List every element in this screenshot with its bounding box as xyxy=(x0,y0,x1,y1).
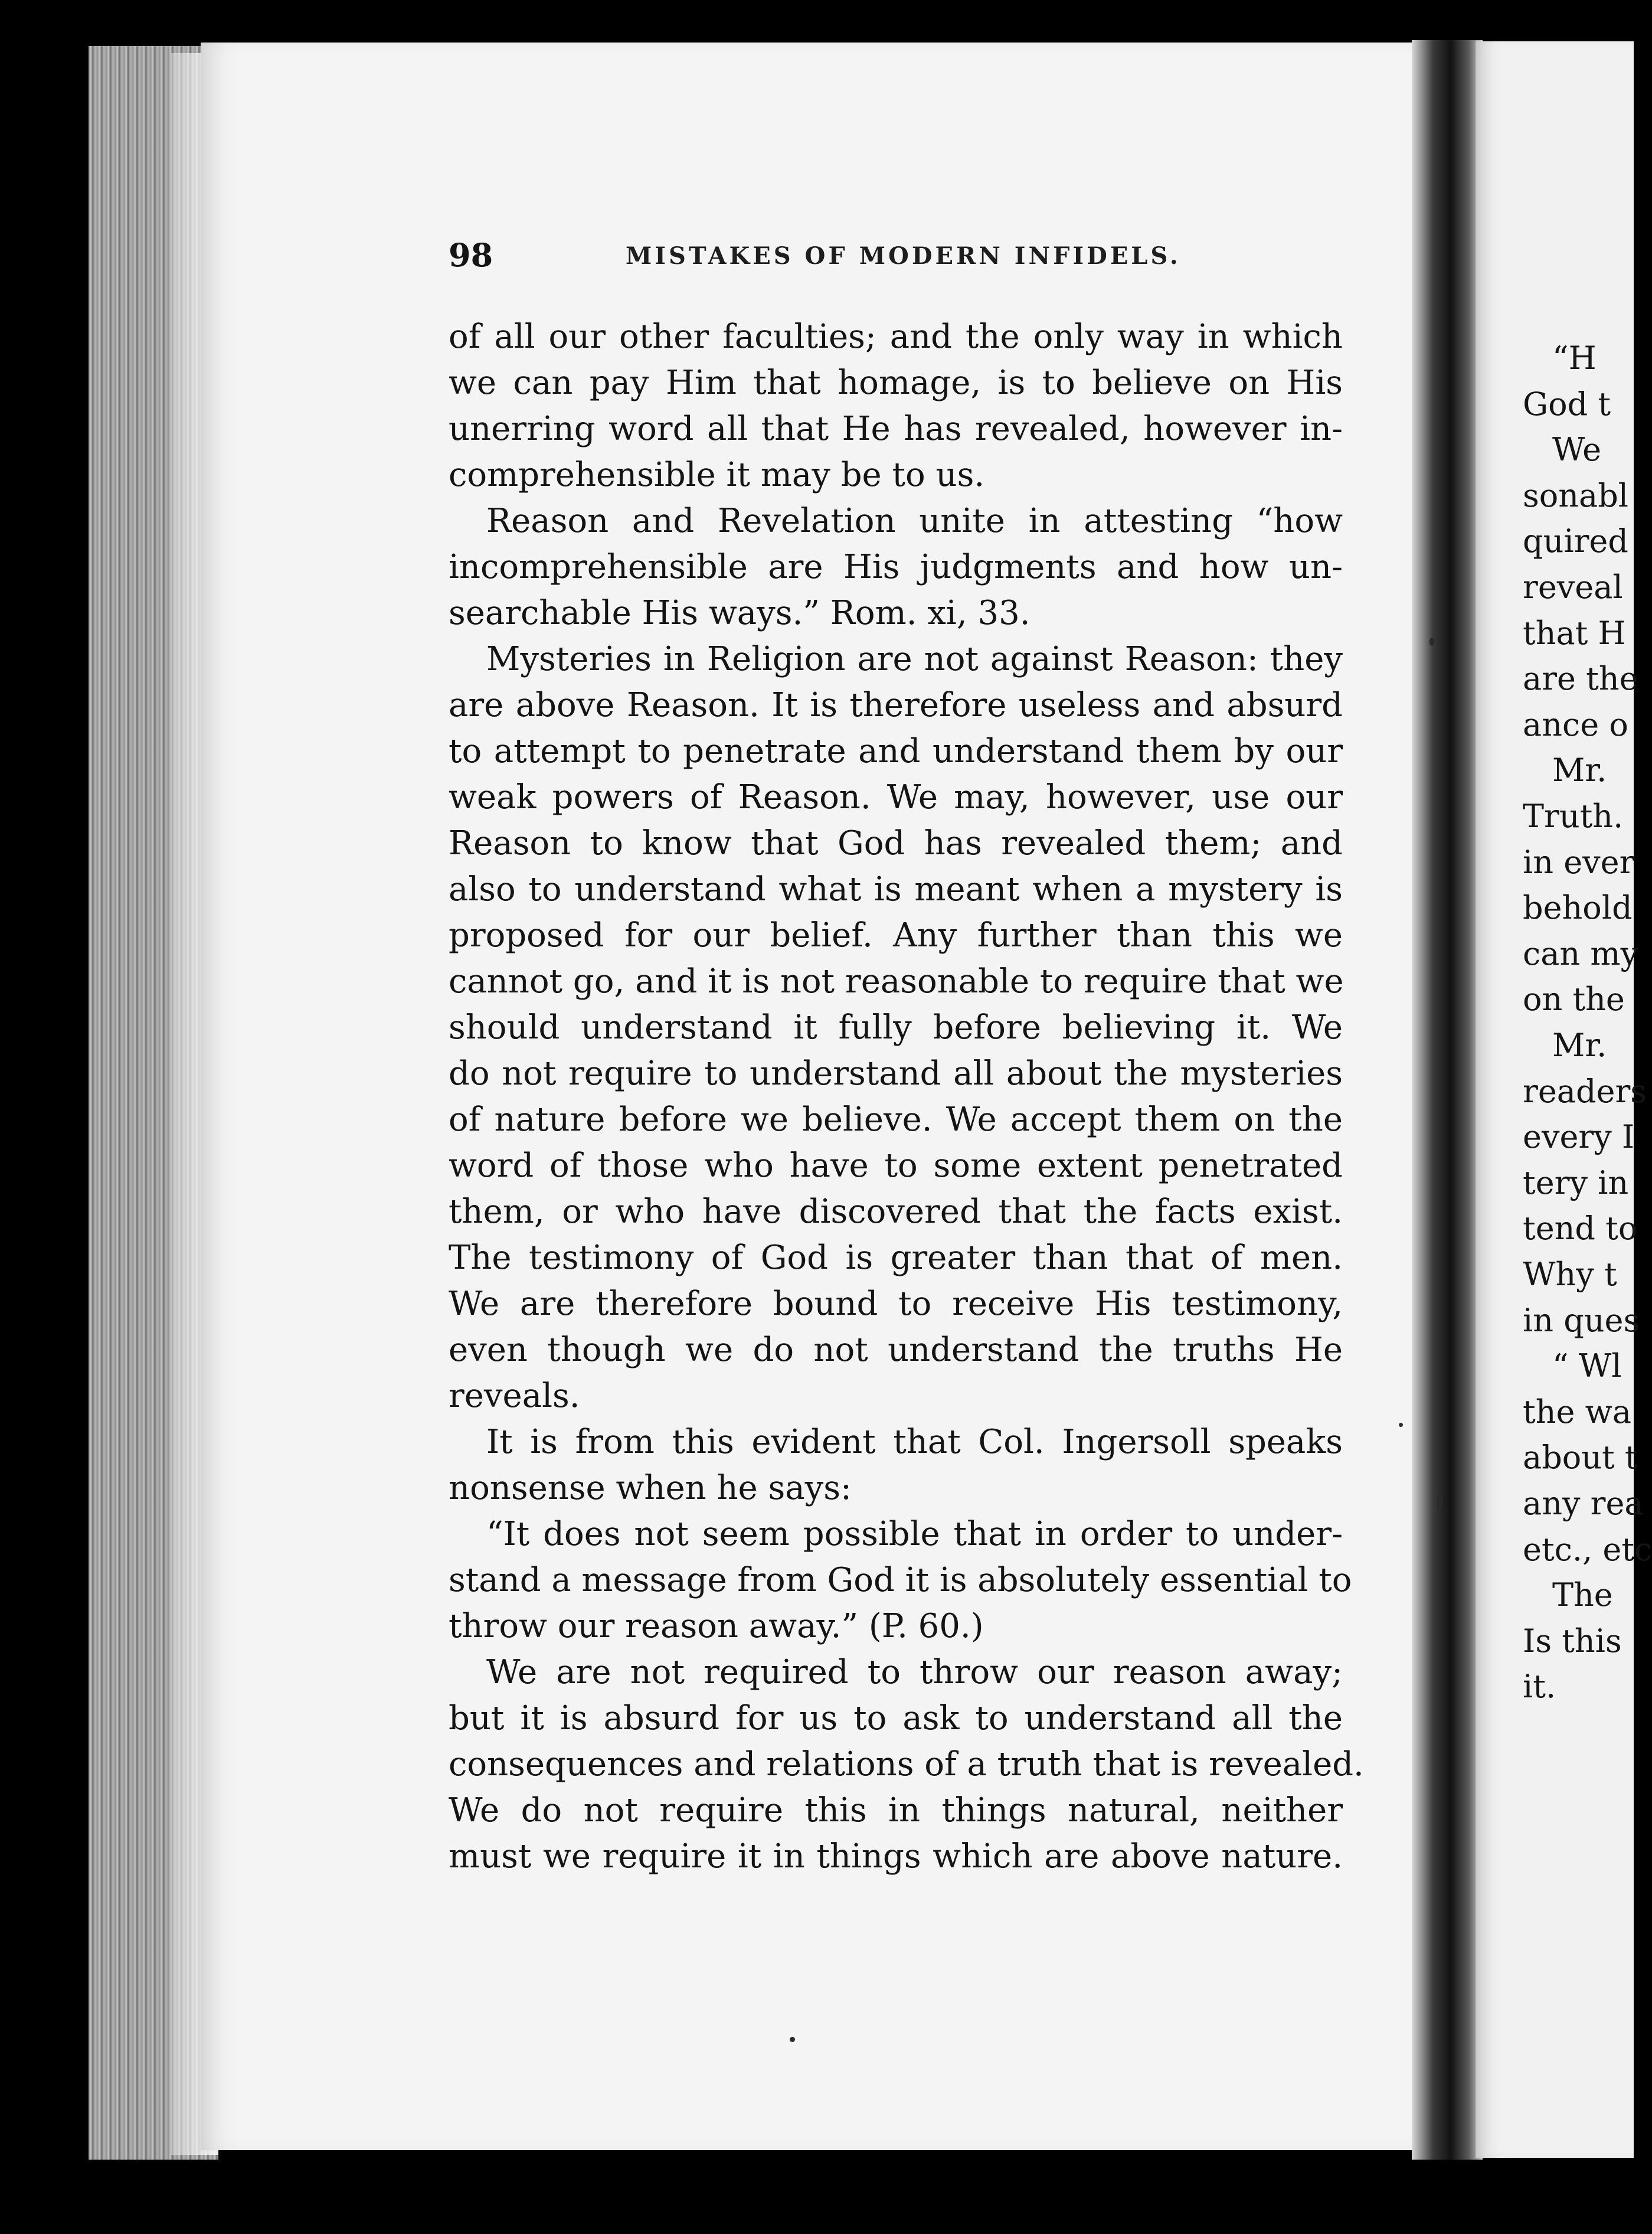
dust-speck xyxy=(1399,1423,1403,1427)
right-page-line-fragment: readers xyxy=(1523,1072,1647,1110)
text-line: We are therefore bound to receive His testimony, xyxy=(449,1285,1343,1323)
right-page-line-fragment: reveal xyxy=(1523,569,1623,606)
text-line: reveals. xyxy=(449,1377,580,1415)
dust-speck xyxy=(790,2037,795,2042)
text-line: but it is absurd for us to ask to understand all the xyxy=(449,1699,1343,1737)
text-line: must we require it in things which are above nature. xyxy=(449,1837,1343,1876)
text-line: word of those who have to some extent penetrated xyxy=(449,1147,1343,1185)
text-line: are above Reason. It is therefore useless and absurd xyxy=(449,686,1343,724)
text-line: consequences and relations of a truth that is revealed. xyxy=(449,1745,1364,1784)
right-page-line-fragment: that H xyxy=(1523,614,1626,652)
text-line: also to understand what is meant when a mystery is xyxy=(449,870,1343,909)
text-line: The testimony of God is greater than that of men. xyxy=(449,1239,1343,1277)
text-line: proposed for our belief. Any further than this we xyxy=(449,916,1343,955)
right-page-line-fragment: quired xyxy=(1523,522,1628,560)
dust-speck xyxy=(1437,1494,1442,1511)
right-page-line-fragment: sonabl xyxy=(1523,476,1629,514)
right-page-line-fragment: Truth. xyxy=(1523,798,1624,835)
text-line: cannot go, and it is not reasonable to require that we xyxy=(449,962,1344,1001)
text-line: stand a message from God it is absolutely essential to xyxy=(449,1561,1352,1599)
right-page-line-fragment: Why t xyxy=(1523,1256,1617,1293)
text-line: We are not required to throw our reason away; xyxy=(486,1653,1343,1691)
right-page-line-fragment: every I xyxy=(1523,1118,1635,1156)
text-line: throw our reason away.” (P. 60.) xyxy=(449,1607,984,1645)
right-page-line-fragment: in ever xyxy=(1523,843,1635,881)
text-line: them, or who have discovered that the facts exist. xyxy=(449,1193,1343,1231)
text-line: “It does not seem possible that in order to under- xyxy=(486,1515,1343,1553)
right-page-line-fragment: tend to xyxy=(1523,1210,1638,1247)
right-page-line-fragment: “ Wl xyxy=(1552,1347,1622,1385)
text-line: Reason and Revelation unite in attesting “how xyxy=(486,502,1343,540)
book-gutter xyxy=(1412,40,1483,2160)
text-line: It is from this evident that Col. Ingersoll speaks xyxy=(486,1423,1343,1461)
right-page-line-fragment: it. xyxy=(1523,1668,1556,1706)
text-line: even though we do not understand the truths He xyxy=(449,1331,1343,1369)
text-line: nonsense when he says: xyxy=(449,1469,852,1507)
right-page-line-fragment: any rea xyxy=(1523,1485,1644,1522)
dust-speck xyxy=(1429,638,1434,646)
right-page-line-fragment: Mr. xyxy=(1552,1027,1607,1064)
right-page-line-fragment: Mr. xyxy=(1552,752,1607,789)
right-page-line-fragment: We xyxy=(1552,431,1602,469)
body-text xyxy=(449,314,1364,1880)
right-page-line-fragment: ance o xyxy=(1523,706,1628,743)
right-page-line-fragment: tery in xyxy=(1523,1164,1629,1201)
text-line: of nature before we believe. We accept them on the xyxy=(449,1100,1343,1139)
right-page-line-fragment: in ques xyxy=(1523,1301,1640,1339)
text-line: we can pay Him that homage, is to believe on His xyxy=(449,364,1343,402)
text-line: unerring word all that He has revealed, however in- xyxy=(449,410,1343,448)
text-line: incomprehensible are His judgments and how un- xyxy=(449,548,1343,586)
right-page-line-fragment: “H xyxy=(1552,339,1597,377)
right-page-line-fragment: God t xyxy=(1523,385,1611,423)
text-line: should understand it fully before believing it. We xyxy=(449,1008,1343,1047)
right-page-line-fragment: can my xyxy=(1523,935,1639,972)
right-page-line-fragment: about t xyxy=(1523,1439,1638,1477)
text-line: We do not require this in things natural, neither xyxy=(449,1791,1343,1830)
text-line: Reason to know that God has revealed them; and xyxy=(449,824,1343,863)
right-page-line-fragment: behold xyxy=(1523,889,1633,927)
right-page-line-fragment: etc., etc xyxy=(1523,1530,1652,1568)
running-title: MISTAKES OF MODERN INFIDELS. xyxy=(626,242,1181,270)
text-line: do not require to understand all about the mysteries xyxy=(449,1054,1343,1093)
page-number: 98 xyxy=(449,236,493,274)
text-line: searchable His ways.” Rom. xi, 33. xyxy=(449,594,1031,632)
right-page-line-fragment: the wa xyxy=(1523,1393,1632,1430)
right-page xyxy=(1476,41,1652,2158)
right-page-line-fragment: on the xyxy=(1523,981,1625,1018)
text-line: comprehensible it may be to us. xyxy=(449,456,985,494)
text-line: weak powers of Reason. We may, however, use our xyxy=(449,778,1343,816)
right-page-line-fragment: The xyxy=(1552,1576,1613,1614)
right-page-line-fragment: are the xyxy=(1523,660,1638,698)
text-line: of all our other faculties; and the only way in which xyxy=(449,318,1343,356)
text-line: to attempt to penetrate and understand them by our xyxy=(449,732,1343,770)
right-page-line-fragment: Is this xyxy=(1523,1622,1622,1660)
text-line: Mysteries in Religion are not against Reason: they xyxy=(486,640,1343,678)
